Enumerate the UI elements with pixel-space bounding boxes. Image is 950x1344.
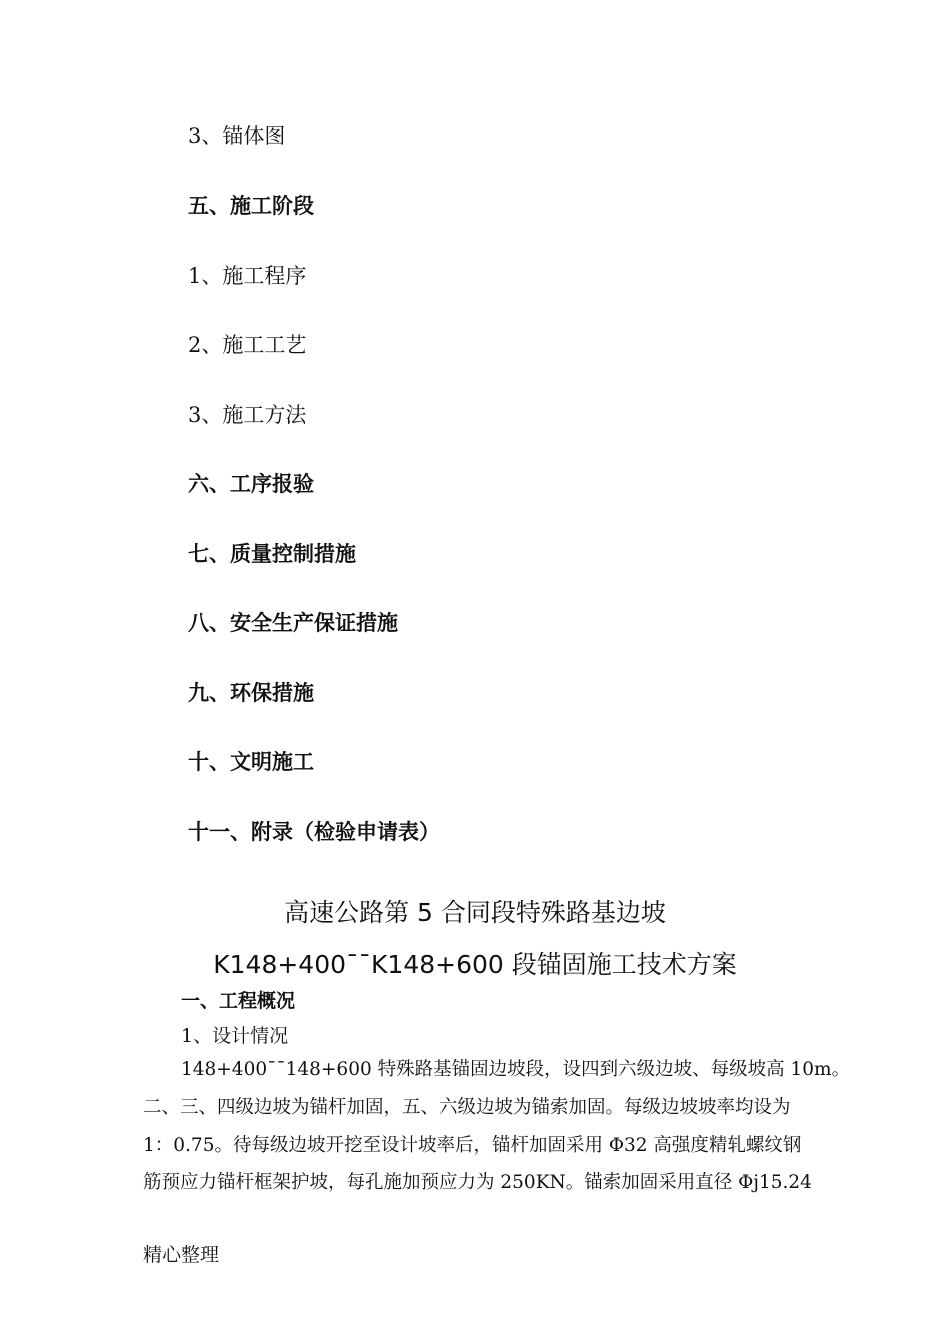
paragraph-line: 筋预应力锚杆框架护坡，每孔施加预应力为 250KN。锚索加固采用直径 Φj15.24 [143, 1172, 812, 1193]
paragraph-line: 1：0.75。待每级边坡开挖至设计坡率后，锚杆加固采用 Φ32 高强度精轧螺纹钢 [143, 1135, 802, 1156]
toc-item-construction-stage: 五、施工阶段 [188, 194, 314, 218]
section-heading-overview: 一、工程概况 [181, 990, 296, 1012]
toc-item-civilized-construction: 十、文明施工 [188, 750, 314, 774]
document-title-line1: 高速公路第 5 合同段特殊路基边坡 [284, 898, 666, 927]
toc-item-anchor-diagram: 3、锚体图 [188, 124, 286, 148]
subsection-heading-design: 1、设计情况 [181, 1025, 289, 1047]
paragraph-line: 二、三、四级边坡为锚杆加固，五、六级边坡为锚索加固。每级边坡坡率均设为 [143, 1097, 791, 1118]
document-title-line2: K148+400¯¯K148+600 段锚固施工技术方案 [213, 950, 737, 979]
toc-item-construction-method: 3、施工方法 [188, 403, 307, 427]
paragraph-line: 148+400¯¯148+600 特殊路基锚固边坡段，设四到六级边坡、每级坡高 10m。 [181, 1059, 851, 1080]
toc-item-construction-process: 2、施工工艺 [188, 333, 307, 357]
toc-item-quality-control: 七、质量控制措施 [188, 542, 356, 566]
toc-item-process-inspection: 六、工序报验 [188, 472, 314, 496]
toc-item-construction-procedure: 1、施工程序 [188, 264, 307, 288]
toc-item-environmental-measures: 九、环保措施 [188, 681, 314, 705]
toc-item-safety-measures: 八、安全生产保证措施 [188, 611, 398, 635]
toc-item-appendix: 十一、附录（检验申请表） [188, 820, 440, 844]
page-footer: 精心整理 [143, 1244, 220, 1266]
